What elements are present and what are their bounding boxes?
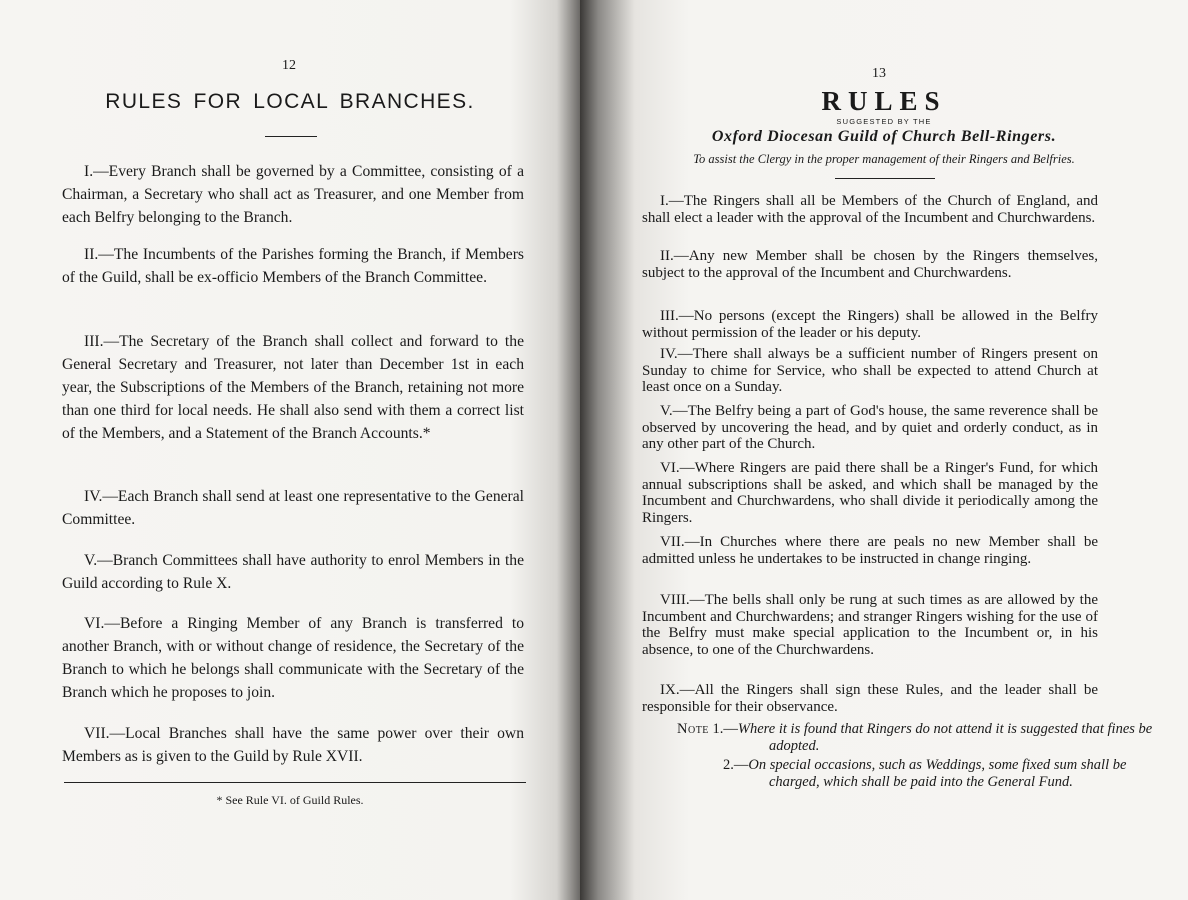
page-title-right: RULES (821, 86, 947, 116)
title-divider-left (265, 136, 317, 137)
subtitle: To assist the Clergy in the proper management of their Ringers and Belfries. (693, 152, 1075, 166)
footnote: * See Rule VI. of Guild Rules. (216, 793, 364, 807)
note-1-number: 1.— (712, 721, 738, 737)
title-divider-right (835, 178, 935, 179)
note-2-text: On special occasions, such as Weddings, some fixed sum shall be charged, which shall be paid into the General Fund. (748, 757, 1127, 790)
rule-paragraph: VII.—Local Branches shall have the same power over their own Members as is given to the Guild by Rule XVII. (62, 725, 524, 765)
rule-paragraph: IV.—Each Branch shall send at least one representative to the General Committee. (62, 488, 524, 528)
page-title-left: RULES FOR LOCAL BRANCHES. (105, 90, 475, 113)
rule-paragraph: II.—The Incumbents of the Parishes forming the Branch, if Members of the Guild, shall be ex-officio Members of the Branch Committee. (62, 246, 524, 286)
rule-paragraph: VI.—Where Ringers are paid there shall be a Ringer's Fund, for which annual subscriptions shall be asked, and which shall be managed by the Incumbent and Churchwardens, who shall divide it periodically among the Ringers. (642, 460, 1098, 526)
note-2 (723, 757, 1153, 790)
left-page (0, 0, 580, 900)
rule-paragraph: V.—The Belfry being a part of God's house, the same reverence shall be observed by uncovering the head, and by quiet and orderly conduct, as in any other part of the Church. (642, 403, 1098, 453)
page-number-right: 13 (872, 66, 886, 81)
suggested-by-line: SUGGESTED BY THE (836, 117, 932, 126)
rule-paragraph: VIII.—The bells shall only be rung at such times as are allowed by the Incumbent and Churchwardens; and stranger Ringers wishing for the use of the Belfry must make special application to the Incumbent or, in his absence, to one of the Churchwardens. (642, 592, 1098, 658)
footnote-divider (64, 782, 526, 783)
note-1-text: Where it is found that Ringers do not attend it is suggested that fines be adopted. (737, 721, 1153, 754)
rule-paragraph: V.—Branch Committees shall have authority to enrol Members in the Guild according to Rule X. (62, 552, 524, 592)
rule-paragraph: IX.—All the Ringers shall sign these Rules, and the leader shall be responsible for their observance. (642, 682, 1098, 715)
note-label: Note (677, 721, 709, 737)
rule-paragraph: VI.—Before a Ringing Member of any Branch is transferred to another Branch, with or without change of residence, the Secretary of the Branch to which he belongs shall communicate with the Secretary of the Branch which he proposes to join. (62, 615, 524, 701)
right-page (580, 0, 1188, 900)
note-1 (677, 721, 1188, 754)
rule-paragraph: I.—The Ringers shall all be Members of the Church of England, and shall elect a leader with the approval of the Incumbent and Churchwardens. (642, 193, 1098, 226)
rule-paragraph: VII.—In Churches where there are peals no new Member shall be admitted unless he undertakes to be instructed in change ringing. (642, 534, 1098, 567)
guild-name: Oxford Diocesan Guild of Church Bell-Ringers. (711, 128, 1057, 145)
note-2-number: 2.— (723, 757, 749, 773)
rule-paragraph: III.—The Secretary of the Branch shall collect and forward to the General Secretary and Treasurer, not later than December 1st in each year, the Subscriptions of the Members of the Branch, retaining not more than one third for local needs. He shall also send with them a correct list of the Members, and a Statement of the Branch Accounts.* (62, 333, 524, 442)
rule-paragraph: I.—Every Branch shall be governed by a Committee, consisting of a Chairman, a Secretary who shall act as Treasurer, and one Member from each Belfry belonging to the Branch. (62, 163, 524, 226)
rule-paragraph: II.—Any new Member shall be chosen by the Ringers themselves, subject to the approval of the Incumbent and Churchwardens. (642, 248, 1098, 281)
rule-paragraph: IV.—There shall always be a sufficient number of Ringers present on Sunday to chime for Service, who shall be expected to attend Church at least once on a Sunday. (642, 346, 1098, 396)
page-number-left: 12 (282, 58, 296, 73)
rule-paragraph: III.—No persons (except the Ringers) shall be allowed in the Belfry without permission of the leader or his deputy. (642, 308, 1098, 341)
